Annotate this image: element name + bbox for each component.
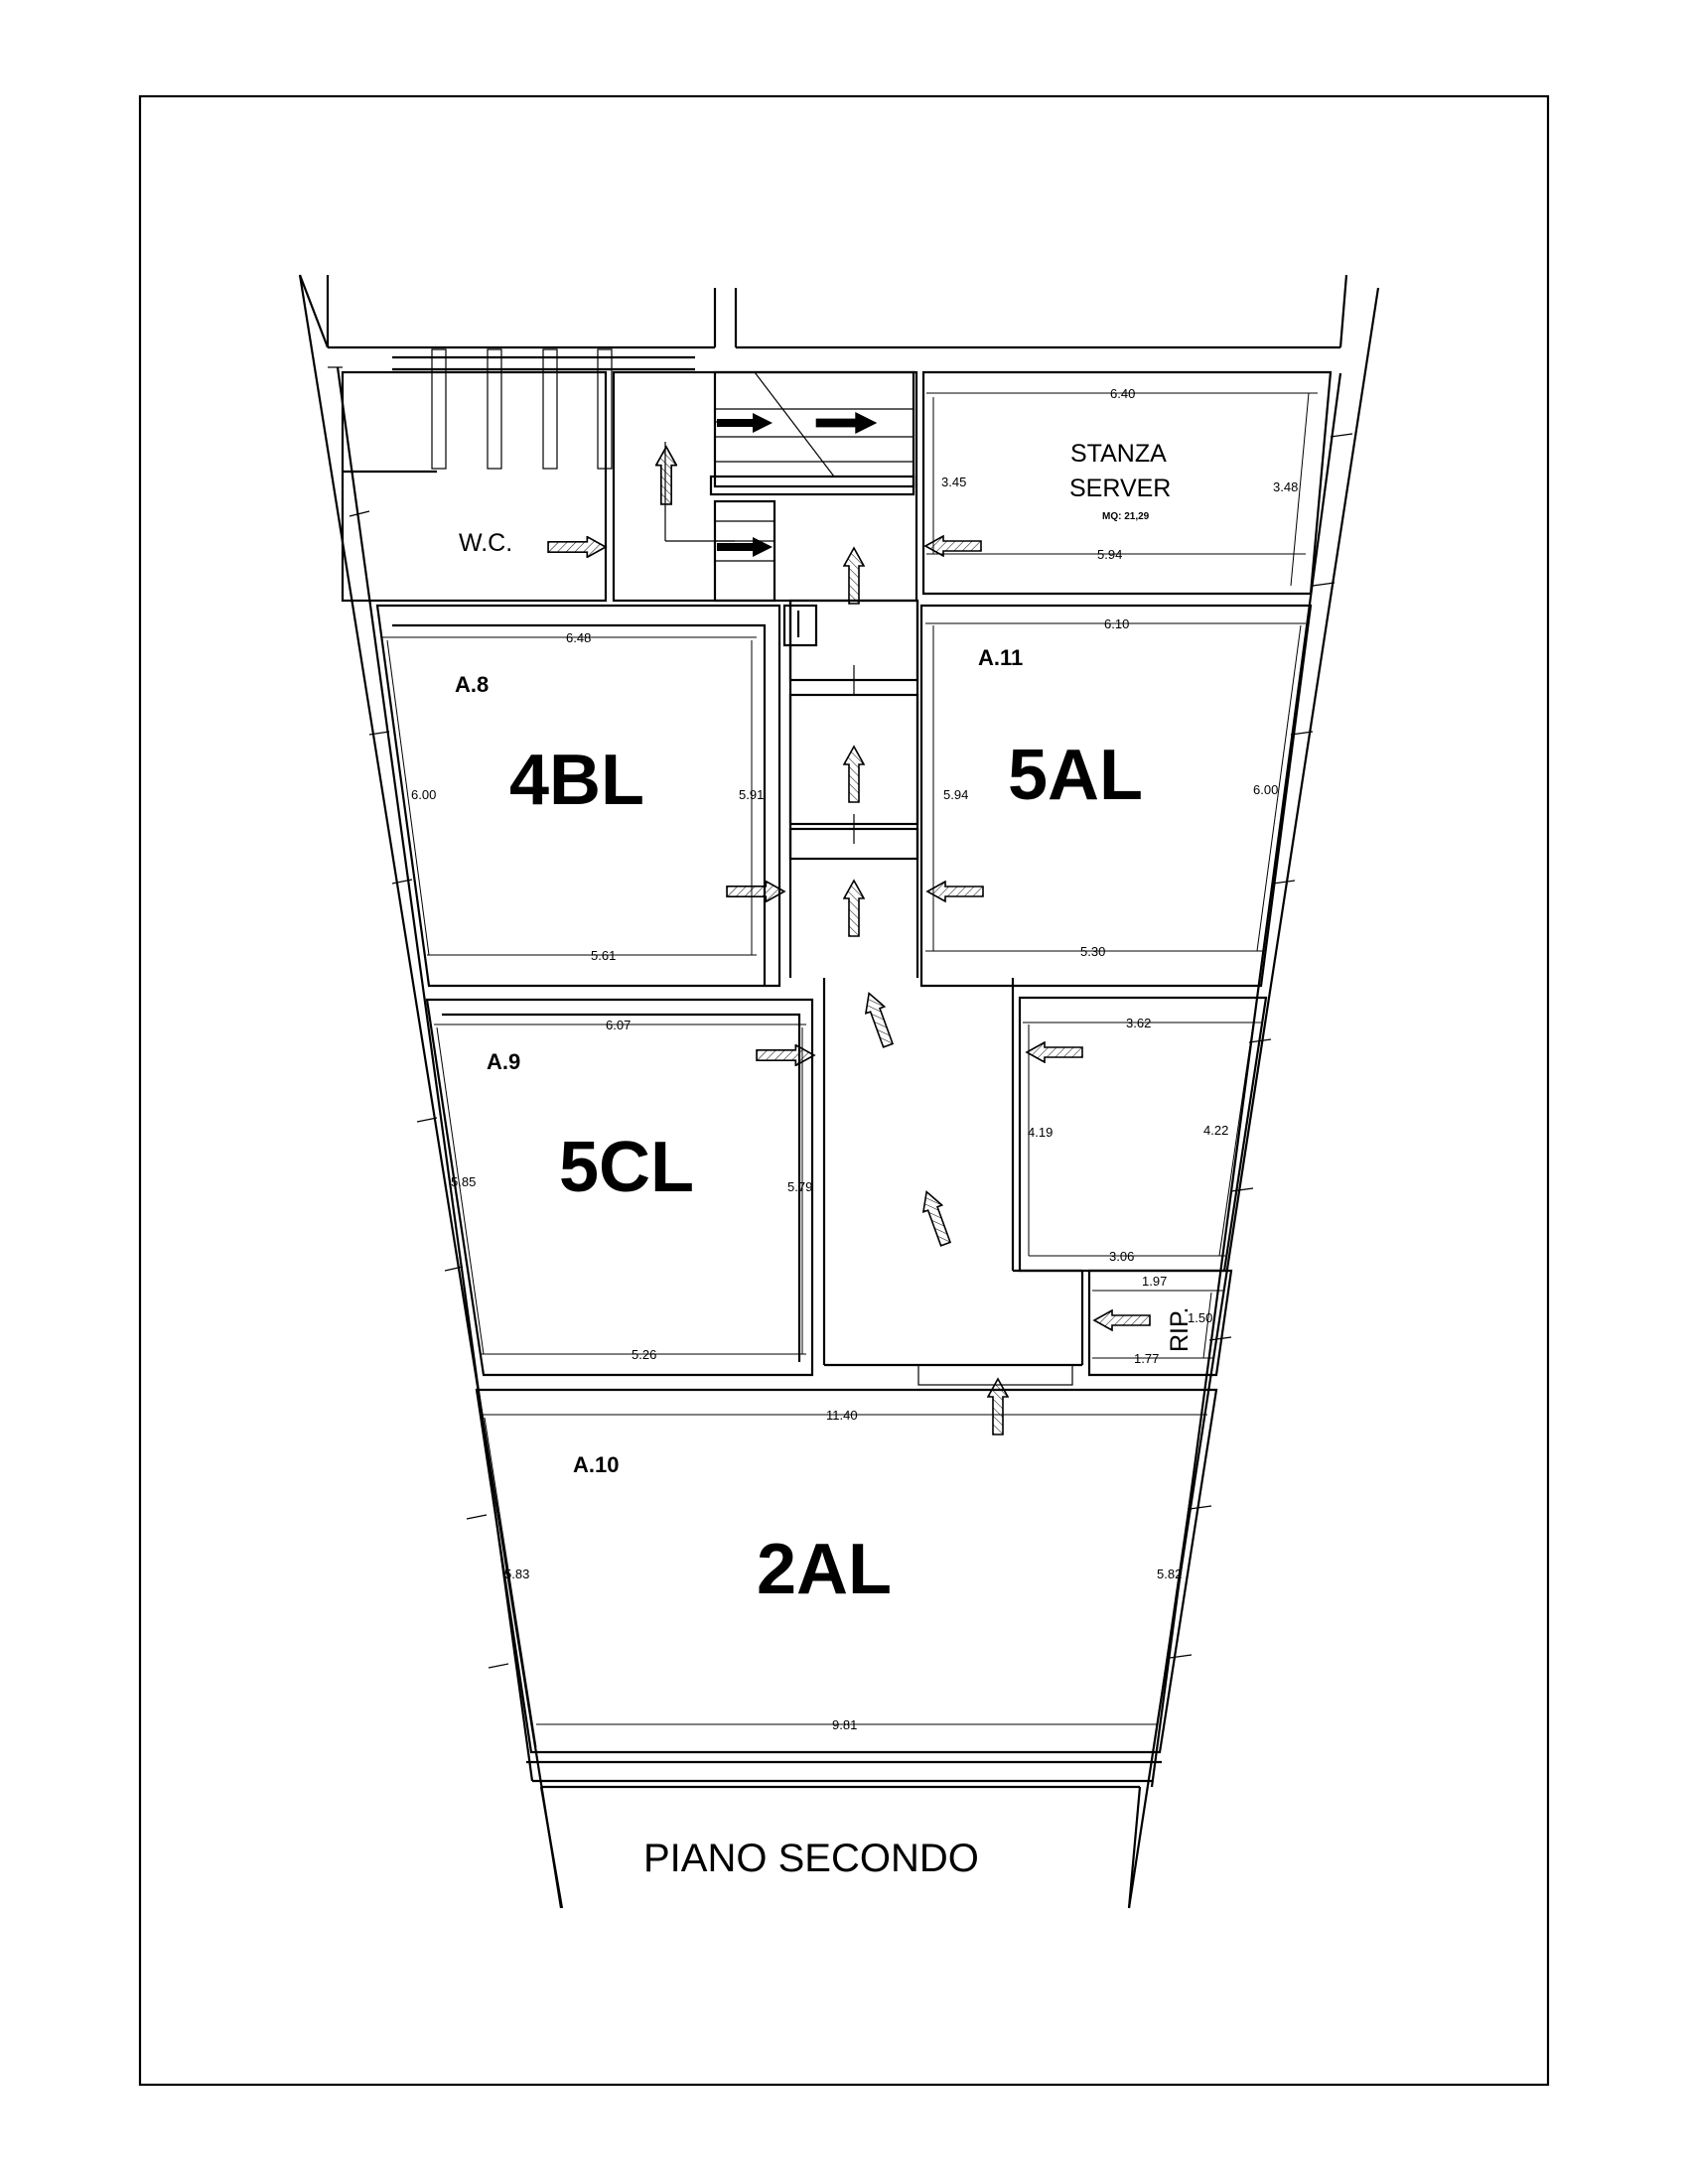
room-a9-code: 5CL xyxy=(559,1128,695,1207)
outer-walls xyxy=(300,275,1378,1908)
svg-text:4.19: 4.19 xyxy=(1028,1125,1054,1140)
exit-arrow-icon xyxy=(844,881,864,936)
svg-text:6.00: 6.00 xyxy=(1253,782,1279,797)
server-area: MQ: 21,29 xyxy=(1102,511,1150,522)
exit-arrow-icon xyxy=(917,1188,955,1247)
svg-text:6.07: 6.07 xyxy=(606,1018,632,1032)
room-a8-code: 4BL xyxy=(509,741,645,820)
room-a9 xyxy=(427,1000,814,1375)
svg-text:6.48: 6.48 xyxy=(566,630,592,645)
svg-text:5.30: 5.30 xyxy=(1080,944,1106,959)
svg-text:3.48: 3.48 xyxy=(1273,479,1299,494)
server-label-line1: STANZA xyxy=(1070,440,1167,468)
svg-text:5.91: 5.91 xyxy=(739,787,765,802)
svg-text:5.83: 5.83 xyxy=(504,1567,530,1581)
svg-text:5.61: 5.61 xyxy=(591,948,617,963)
svg-text:6.00: 6.00 xyxy=(411,787,437,802)
plan-title: PIANO SECONDO xyxy=(643,1837,979,1880)
room-a10-id: A.10 xyxy=(573,1452,620,1477)
svg-text:1.77: 1.77 xyxy=(1134,1351,1160,1366)
svg-text:5.82: 5.82 xyxy=(1157,1567,1183,1581)
svg-text:4.22: 4.22 xyxy=(1203,1123,1229,1138)
room-a11 xyxy=(921,606,1311,986)
room-rip-label: RIP. xyxy=(1166,1306,1194,1352)
exit-arrow-icon xyxy=(656,447,677,504)
exit-arrow-icon xyxy=(927,882,983,901)
exit-arrow-icon xyxy=(844,548,864,604)
svg-text:3.45: 3.45 xyxy=(941,475,967,489)
room-a10-code: 2AL xyxy=(757,1530,893,1609)
exit-arrow-icon xyxy=(548,537,606,558)
stairwell xyxy=(614,372,916,601)
exit-arrow-icon xyxy=(1027,1042,1082,1062)
exit-arrow-icon xyxy=(844,747,864,802)
room-a11-code: 5AL xyxy=(1008,736,1144,815)
svg-text:3.06: 3.06 xyxy=(1109,1249,1135,1264)
svg-text:1.50: 1.50 xyxy=(1188,1310,1213,1325)
stair-arrow-icon xyxy=(816,412,878,434)
svg-text:5.79: 5.79 xyxy=(787,1179,813,1194)
svg-text:11.40: 11.40 xyxy=(826,1408,858,1423)
svg-text:5.26: 5.26 xyxy=(632,1347,657,1362)
svg-text:5.94: 5.94 xyxy=(1097,547,1123,562)
room-a8 xyxy=(377,606,784,986)
wc-label: W.C. xyxy=(459,529,513,557)
svg-text:6.40: 6.40 xyxy=(1110,386,1136,401)
svg-text:5.94: 5.94 xyxy=(943,787,969,802)
svg-text:9.81: 9.81 xyxy=(832,1717,858,1732)
exit-arrow-icon xyxy=(860,990,898,1048)
room-a10 xyxy=(477,1390,1216,1752)
exit-arrow-icon xyxy=(988,1379,1008,1434)
room-server xyxy=(923,372,1331,594)
room-east xyxy=(1020,998,1266,1271)
exit-arrow-icon xyxy=(1094,1310,1150,1330)
room-a11-id: A.11 xyxy=(978,645,1024,670)
room-a8-id: A.8 xyxy=(455,672,490,697)
exit-arrow-icon xyxy=(757,1045,814,1066)
server-label-line2: SERVER xyxy=(1069,475,1172,502)
svg-text:3.62: 3.62 xyxy=(1126,1016,1152,1030)
exit-arrow-icon xyxy=(727,882,784,902)
stair-arrow-icon xyxy=(717,537,773,557)
svg-text:1.97: 1.97 xyxy=(1142,1274,1168,1289)
stair-arrow-icon xyxy=(717,413,773,433)
svg-text:5.85: 5.85 xyxy=(451,1174,477,1189)
wc-room xyxy=(343,349,695,601)
title-block xyxy=(541,1787,1140,1908)
svg-text:6.10: 6.10 xyxy=(1104,616,1130,631)
room-a9-id: A.9 xyxy=(487,1049,521,1074)
